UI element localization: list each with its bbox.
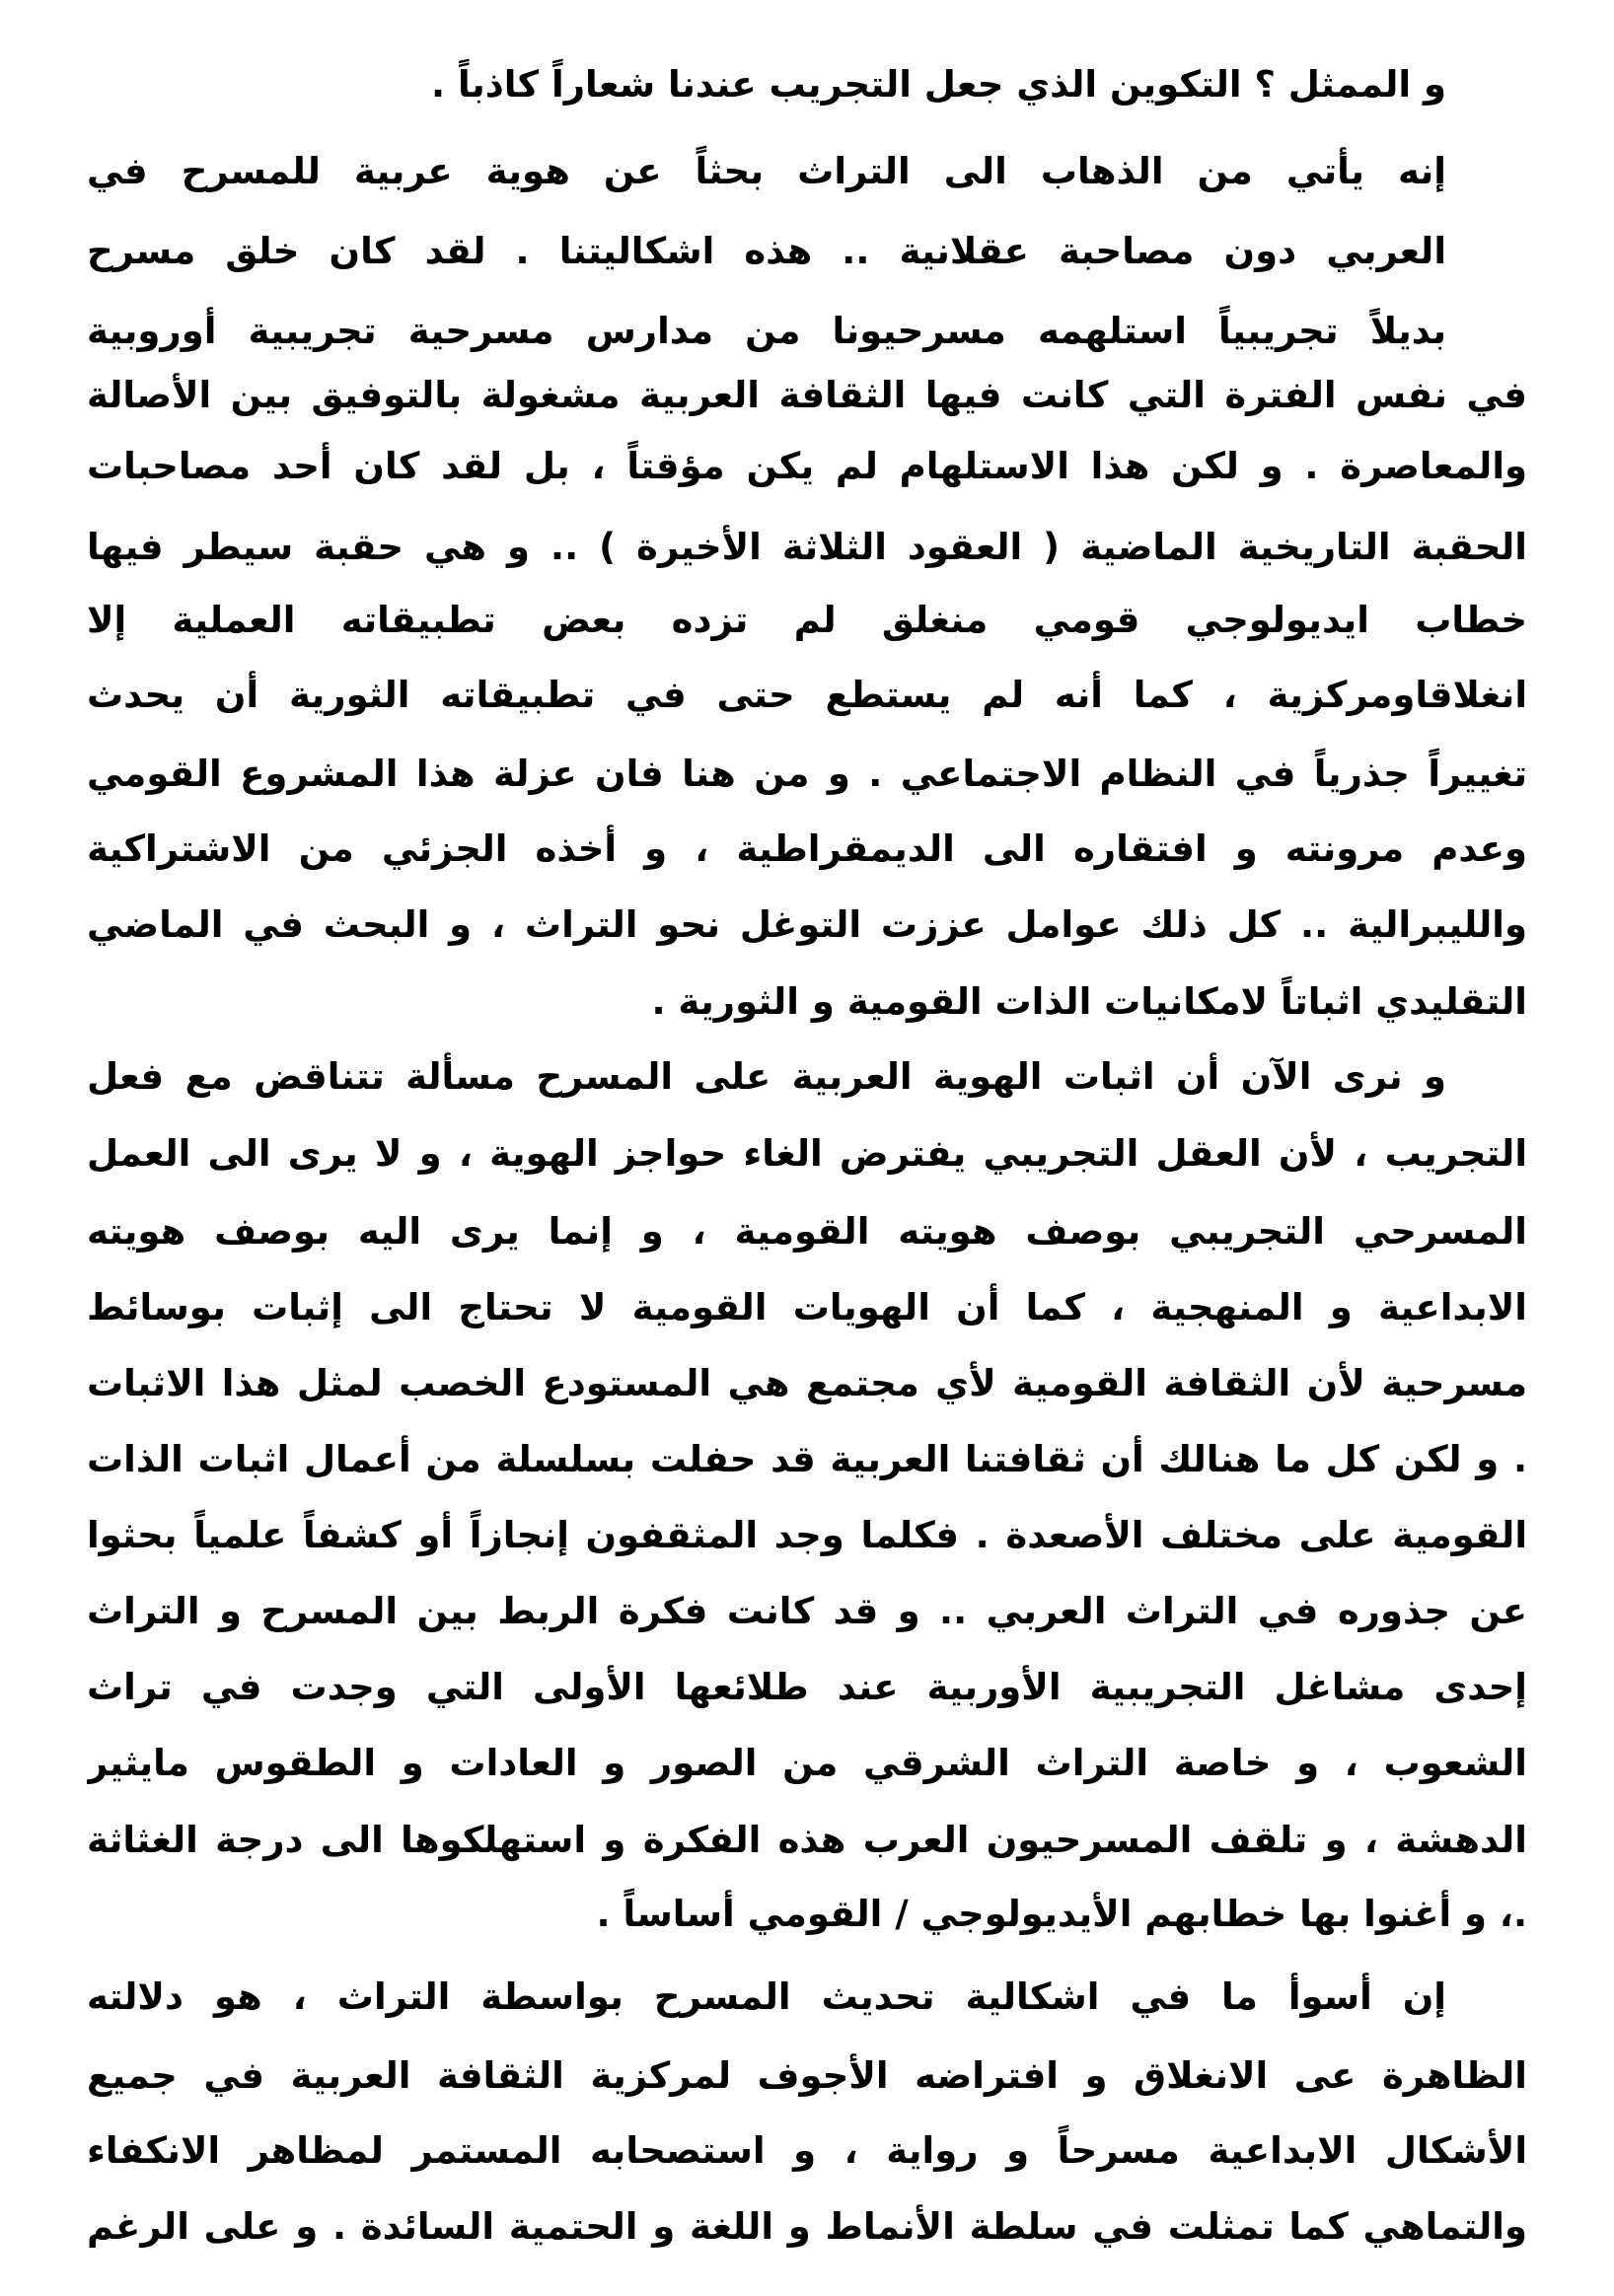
text-line: إنه يأتي من الذهاب الى التراث بحثاً عن هوية عربية للمسرح في [87, 150, 1446, 192]
text-line: التجريب ، لأن العقل التجريبي يفترض الغاء حواجز الهوية ، و لا يرى الى العمل [87, 1132, 1527, 1175]
text-line: و الممثل ؟ التكوين الذي جعل التجريب عندنا شعاراً كاذباً . [431, 63, 1446, 106]
text-line: والليبرالية .. كل ذلك عوامل عززت التوغل نحو التراث ، و البحث في الماضي [87, 903, 1527, 946]
text-line: الابداعية و المنهجية ، كما أن الهويات القومية لا تحتاج الى إثبات بوسائط [87, 1286, 1527, 1328]
text-line: وعدم مرونته و افتقاره الى الديمقراطية ، و أخذه الجزئي من الاشتراكية [87, 827, 1527, 870]
text-line: والمعاصرة . و لكن هذا الاستلهام لم يكن مؤقتاً ، بل لقد كان أحد مصاحبات [87, 445, 1527, 487]
text-line: عن جذوره في التراث العربي .. و قد كانت فكرة الربط بين المسرح و التراث [87, 1590, 1527, 1632]
text-line: الحقبة التاريخية الماضية ( العقود الثلاثة الأخيرة ) .. و هي حقبة سيطر فيها [87, 526, 1527, 568]
text-line: تغييراً جذرياً في النظام الاجتماعي . و من هنا فان عزلة هذا المشروع القومي [87, 753, 1527, 795]
text-line: انغلاقاومركزية ، كما أنه لم يستطع حتى في تطبيقاته الثورية أن يحدث [87, 674, 1527, 716]
text-line: مسرحية لأن الثقافة القومية لأي مجتمع هي المستودع الخصب لمثل هذا الاثبات [87, 1362, 1527, 1404]
text-line: و نرى الآن أن اثبات الهوية العربية على المسرح مسألة تتناقض مع فعل [87, 1055, 1446, 1098]
text-line: المسرحي التجريبي بوصف هويته القومية ، و إنما يرى اليه بوصف هويته [87, 1210, 1527, 1253]
text-line: .، و أغنوا بها خطابهم الأيديولوجي / القومي أساساً . [596, 1893, 1527, 1935]
text-line: العربي دون مصاحبة عقلانية .. هذه اشكاليتنا . لقد كان خلق مسرح [87, 230, 1446, 272]
text-line: الشعوب ، و خاصة التراث الشرقي من الصور و العادات و الطقوس مايثير [87, 1742, 1527, 1784]
text-line: الظاهرة عى الانغلاق و افتراضه الأجوف لمركزية الثقافة العربية في جميع [87, 2054, 1527, 2097]
text-line: والتماهي كما تمثلت في سلطة الأنماط و اللغة و الحتمية السائدة . و على الرغم [87, 2205, 1527, 2248]
text-line: بديلاً تجريبياً استلهمه مسرحيونا من مدارس مسرحية تجريبية أوروبية [87, 310, 1446, 352]
text-line: في نفس الفترة التي كانت فيها الثقافة العربية مشغولة بالتوفيق بين الأصالة [87, 374, 1527, 416]
text-line: إحدى مشاغل التجريبية الأوربية عند طلائعها الأولى التي وجدت في تراث [87, 1666, 1527, 1708]
text-line: التقليدي اثباتاً لامكانيات الذات القومية و الثورية . [651, 980, 1527, 1023]
text-line: القومية على مختلف الأصعدة . فكلما وجد المثقفون إنجازاً أو كشفاً علمياً بحثوا [87, 1514, 1527, 1556]
text-line: خطاب ايديولوجي قومي منغلق لم تزده بعض تطبيقاته العملية إلا [87, 599, 1527, 641]
text-line: الأشكال الابداعية مسرحاً و رواية ، و استصحابه المستمر لمظاهر الانكفاء [87, 2129, 1527, 2172]
text-line: الدهشة ، و تلقف المسرحيون العرب هذه الفكرة و استهلكوها الى درجة الغثاثة [87, 1819, 1527, 1861]
text-line: . و لكن كل ما هنالك أن ثقافتنا العربية قد حفلت بسلسلة من أعمال اثبات الذات [87, 1438, 1527, 1480]
text-line: إن أسوأ ما في اشكالية تحديث المسرح بواسطة التراث ، هو دلالته [87, 1975, 1446, 2018]
